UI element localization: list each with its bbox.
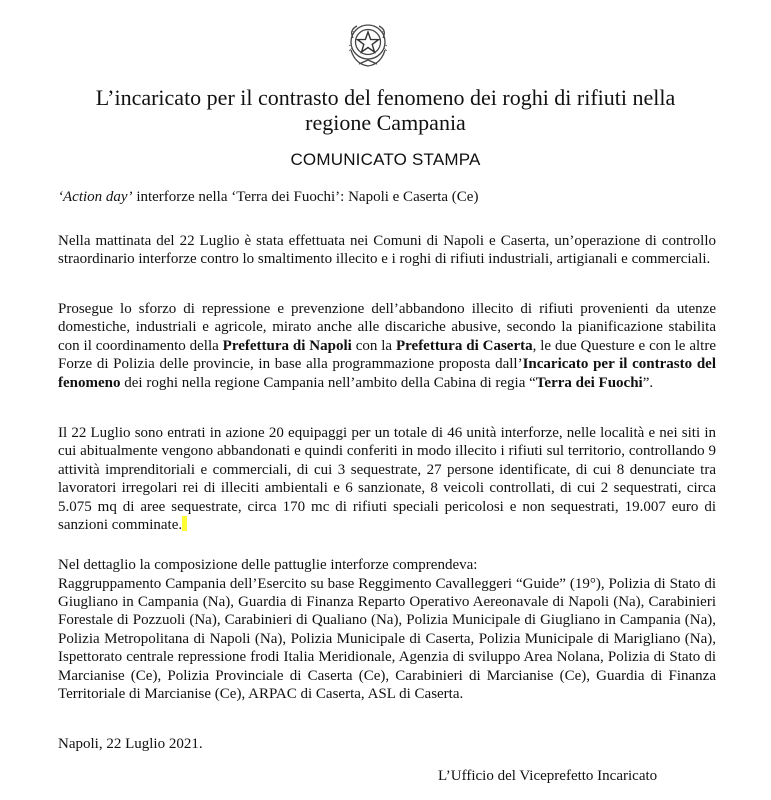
text: Prosegue lo sforzo di repressione e prevenzione dell’abbandono illecito di rifiuti provenienti da utenze domestiche, industriali e agricole, mirato anche alle discariche abusive, secondo la pianificazione stabilita con il coordinamento della xyxy=(58,301,716,354)
bold-incaricato: Incaricato per il contrasto del fenomeno xyxy=(58,356,716,391)
bold-prefettura-caserta: Prefettura di Caserta xyxy=(395,337,533,354)
bold-terra-dei-fuochi: Terra dei Fuochi xyxy=(535,374,643,391)
text: , le due Questure e con le altre Forze di Polizia delle provincie, in base alla programmazione proposta dall’ xyxy=(58,337,716,373)
headline-rest: interforze nella ‘Terra dei Fuochi’: Napoli e Caserta (Ce) xyxy=(132,189,479,205)
document-date: Napoli, 22 Luglio 2021. xyxy=(58,736,203,752)
paragraph-operation: Nella mattinata del 22 Luglio è stata effettuata nei Comuni di Napoli e Caserta, un’operazione di controllo straordinario interforze contro lo smaltimento illecito e i roghi di rifiuti industriali, artigianali e commerciali. xyxy=(58,233,716,268)
paragraph-patrol-composition: Raggruppamento Campania dell’Esercito su base Reggimento Cavalleggeri “Guide” (19°), Polizia di Stato di Giugliano in Campania (Na), Guardia di Finanza Reparto Operativo Aereonavale di Napoli (Na), Carabinieri Forestale di Pozzuoli (Na), Carabinieri di Qualiano (Na), Polizia Municipale di Giugliano in Campania (Na), Polizia Metropolitana di Napoli (Na), Polizia Municipale di Caserta, Polizia Municipale di Marigliano (Na), Ispettorato centrale repressione frodi Italia Meridionale, Agenzia di sviluppo Area Nolana, Polizia di Stato di Marcianise (Ce), Polizia Provinciale di Caserta (Ce), Carabinieri di Marcianise (Ce), Guardia di Finanza Territoriale di Marcianise (Ce), ARPAC di Caserta, ASL di Caserta. xyxy=(58,575,716,702)
text-highlight-marker xyxy=(182,516,187,531)
document-title: L’incaricato per il contrasto del fenomeno dei roghi di rifiuti nella regione Campania xyxy=(95,85,676,135)
text: ”. xyxy=(642,374,654,391)
signature: L’Ufficio del Viceprefetto Incaricato xyxy=(438,768,658,784)
italian-republic-emblem-icon xyxy=(343,20,393,70)
results-text: Il 22 Luglio sono entrati in azione 20 equipaggi per un totale di 46 unità interforze, nelle località e nei siti in cui abitualmente vengono abbandonati e quindi conferiti in modo illecito i rifiuti sul territorio, controllando 9 attività imprenditoriali e commerciali, di cui 3 sequestrate, 27 persone identificate, di cui 8 denunciate tra lavoratori irregolari rei di illeciti ambientali e 6 sanzionate, 8 veicoli controllati, di cui 2 sequestrati, circa 5.075 mq di aree sequestrate, circa 170 mc di rifiuti speciali pericolosi e non sequestrati, 19.007 euro di sanzioni comminate. xyxy=(58,425,716,534)
paragraph-results xyxy=(58,424,716,534)
headline-italic: ‘Action day’ xyxy=(58,189,133,205)
press-release-heading: COMUNICATO STAMPA xyxy=(290,150,481,169)
text: dei roghi nella regione Campania nell’ambito della Cabina di regia “ xyxy=(120,374,536,391)
paragraph-coordination xyxy=(58,300,716,392)
paragraph-intro: Nel dettaglio la composizione delle pattuglie interforze comprendeva: xyxy=(58,557,478,573)
text: con la xyxy=(351,337,396,354)
headline xyxy=(58,188,716,206)
bold-prefettura-napoli: Prefettura di Napoli xyxy=(222,337,352,354)
